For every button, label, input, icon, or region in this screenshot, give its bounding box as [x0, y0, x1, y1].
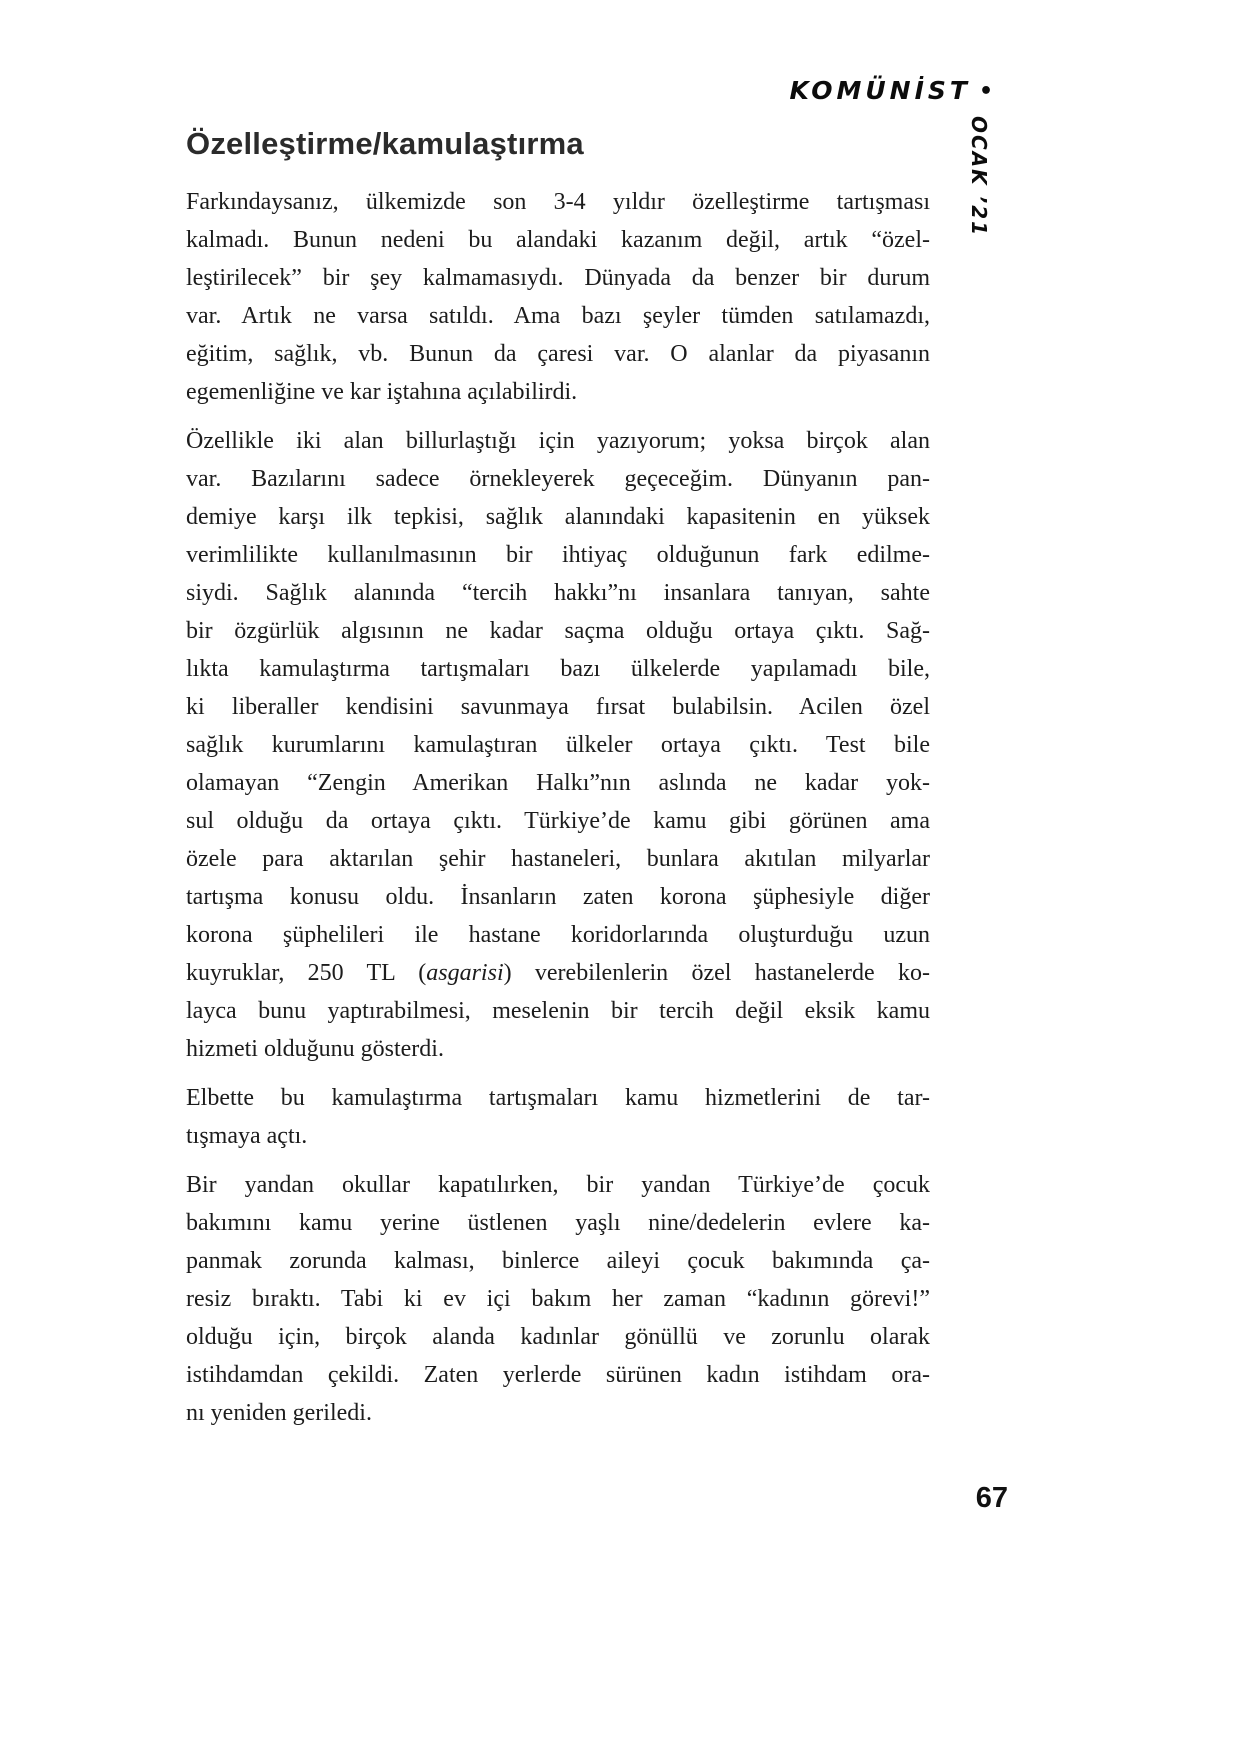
text-line: sağlık kurumlarını kamulaştıran ülkeler ortaya çıktı. Test bile	[186, 732, 930, 758]
paragraph	[186, 183, 930, 411]
article-body	[186, 183, 930, 1432]
page-number: 67	[975, 1482, 1008, 1514]
text-line: bakımını kamu yerine üstlenen yaşlı nine/dedelerin evlere ka-	[186, 1210, 930, 1236]
masthead	[789, 76, 993, 105]
issue-date: OCAK ’21	[967, 116, 991, 238]
masthead-title: KOMÜNİST	[789, 76, 971, 105]
text-line: özele para aktarılan şehir hastaneleri, bunlara akıtılan milyarlar	[186, 846, 930, 872]
text-line: Bir yandan okullar kapatılırken, bir yandan Türkiye’de çocuk	[186, 1172, 930, 1198]
text-line: korona şüphelileri ile hastane koridorlarında oluşturduğu uzun	[186, 922, 930, 948]
text-line: verimlilikte kullanılmasının bir ihtiyaç olduğunun fark edilme-	[186, 542, 930, 568]
text-line: kuyruklar, 250 TL (asgarisi) verebilenlerin özel hastanelerde ko-	[186, 960, 930, 986]
paragraph	[186, 1079, 930, 1155]
text-line: egemenliğine ve kar iştahına açılabilirdi.	[186, 379, 578, 405]
text-line: eğitim, sağlık, vb. Bunun da çaresi var. O alanlar da piyasanın	[186, 341, 930, 367]
article	[186, 126, 930, 1443]
paragraph	[186, 422, 930, 1068]
text-line: Özellikle iki alan billurlaştığı için yazıyorum; yoksa birçok alan	[186, 428, 930, 454]
text-line: kalmadı. Bunun nedeni bu alandaki kazanım değil, artık “özel-	[186, 227, 930, 253]
text-line: layca bunu yaptırabilmesi, meselenin bir tercih değil eksik kamu	[186, 998, 930, 1024]
text-line: sul olduğu da ortaya çıktı. Türkiye’de kamu gibi görünen ama	[186, 808, 930, 834]
text-line: var. Bazılarını sadece örnekleyerek geçeceğim. Dünyanın pan-	[186, 466, 930, 492]
text-line: nı yeniden geriledi.	[186, 1400, 372, 1426]
text-line: hizmeti olduğunu gösterdi.	[186, 1036, 444, 1062]
text-line: resiz bıraktı. Tabi ki ev içi bakım her zaman “kadının görevi!”	[186, 1286, 930, 1312]
paragraph	[186, 1166, 930, 1432]
text-line: istihdamdan çekildi. Zaten yerlerde sürünen kadın istihdam ora-	[186, 1362, 930, 1388]
text-line: ki liberaller kendisini savunmaya fırsat bulabilsin. Acilen özel	[186, 694, 930, 720]
masthead-bullet: •	[978, 79, 993, 104]
text-line: olamayan “Zengin Amerikan Halkı”nın aslında ne kadar yok-	[186, 770, 930, 796]
text-line: olduğu için, birçok alanda kadınlar gönüllü ve zorunlu olarak	[186, 1324, 930, 1350]
text-line: leştirilecek” bir şey kalmamasıydı. Dünyada da benzer bir durum	[186, 265, 930, 291]
article-heading: Özelleştirme/kamulaştırma	[186, 126, 584, 161]
text-line: Farkındaysanız, ülkemizde son 3-4 yıldır özelleştirme tartışması	[186, 189, 930, 215]
text-line: Elbette bu kamulaştırma tartışmaları kamu hizmetlerini de tar-	[186, 1085, 930, 1111]
text-line: demiye karşı ilk tepkisi, sağlık alanındaki kapasitenin en yüksek	[186, 504, 930, 530]
text-line: tartışma konusu oldu. İnsanların zaten korona şüphesiyle diğer	[186, 884, 930, 910]
text-line: panmak zorunda kalması, binlerce aileyi çocuk bakımında ça-	[186, 1248, 930, 1274]
text-line: lıkta kamulaştırma tartışmaları bazı ülkelerde yapılamadı bile,	[186, 656, 930, 682]
text-line: tışmaya açtı.	[186, 1123, 308, 1149]
text-line: bir özgürlük algısının ne kadar saçma olduğu ortaya çıktı. Sağ-	[186, 618, 930, 644]
text-line: siydi. Sağlık alanında “tercih hakkı”nı insanlara tanıyan, sahte	[186, 580, 930, 606]
text-line: var. Artık ne varsa satıldı. Ama bazı şeyler tümden satılamazdı,	[186, 303, 930, 329]
